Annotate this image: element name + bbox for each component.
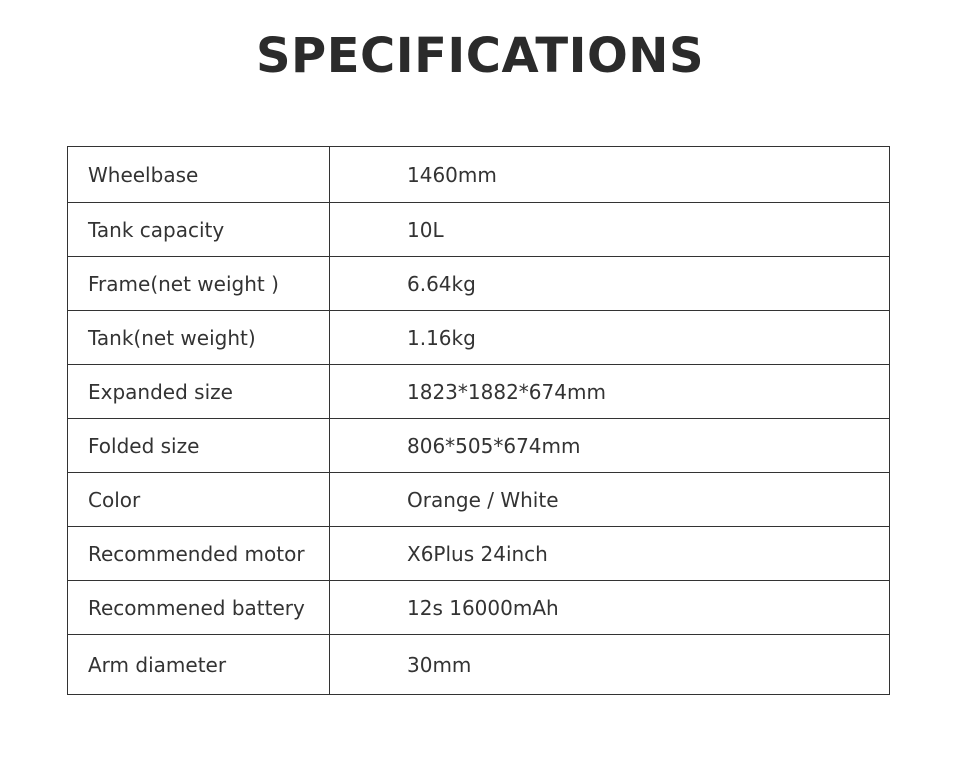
spec-value: 30mm bbox=[330, 635, 890, 695]
spec-value: 1460mm bbox=[330, 147, 890, 203]
table-row bbox=[68, 635, 890, 695]
spec-value: 12s 16000mAh bbox=[330, 581, 890, 635]
spec-value: 10L bbox=[330, 203, 890, 257]
spec-value: 6.64kg bbox=[330, 257, 890, 311]
spec-value: 806*505*674mm bbox=[330, 419, 890, 473]
table-row bbox=[68, 147, 890, 203]
table-row bbox=[68, 365, 890, 419]
spec-label: Color bbox=[68, 473, 330, 527]
spec-label: Wheelbase bbox=[68, 147, 330, 203]
spec-label: Tank(net weight) bbox=[68, 311, 330, 365]
spec-value: 1823*1882*674mm bbox=[330, 365, 890, 419]
table-row bbox=[68, 257, 890, 311]
spec-label: Arm diameter bbox=[68, 635, 330, 695]
table-row bbox=[68, 581, 890, 635]
spec-table bbox=[67, 146, 890, 695]
page-title: SPECIFICATIONS bbox=[255, 28, 705, 84]
spec-label: Folded size bbox=[68, 419, 330, 473]
spec-value: Orange / White bbox=[330, 473, 890, 527]
table-row bbox=[68, 203, 890, 257]
table-row bbox=[68, 419, 890, 473]
spec-label: Frame(net weight ) bbox=[68, 257, 330, 311]
table-row bbox=[68, 527, 890, 581]
spec-label: Recommened battery bbox=[68, 581, 330, 635]
spec-label: Expanded size bbox=[68, 365, 330, 419]
spec-value: X6Plus 24inch bbox=[330, 527, 890, 581]
spec-label: Recommended motor bbox=[68, 527, 330, 581]
table-row bbox=[68, 311, 890, 365]
spec-value: 1.16kg bbox=[330, 311, 890, 365]
table-row bbox=[68, 473, 890, 527]
spec-label: Tank capacity bbox=[68, 203, 330, 257]
